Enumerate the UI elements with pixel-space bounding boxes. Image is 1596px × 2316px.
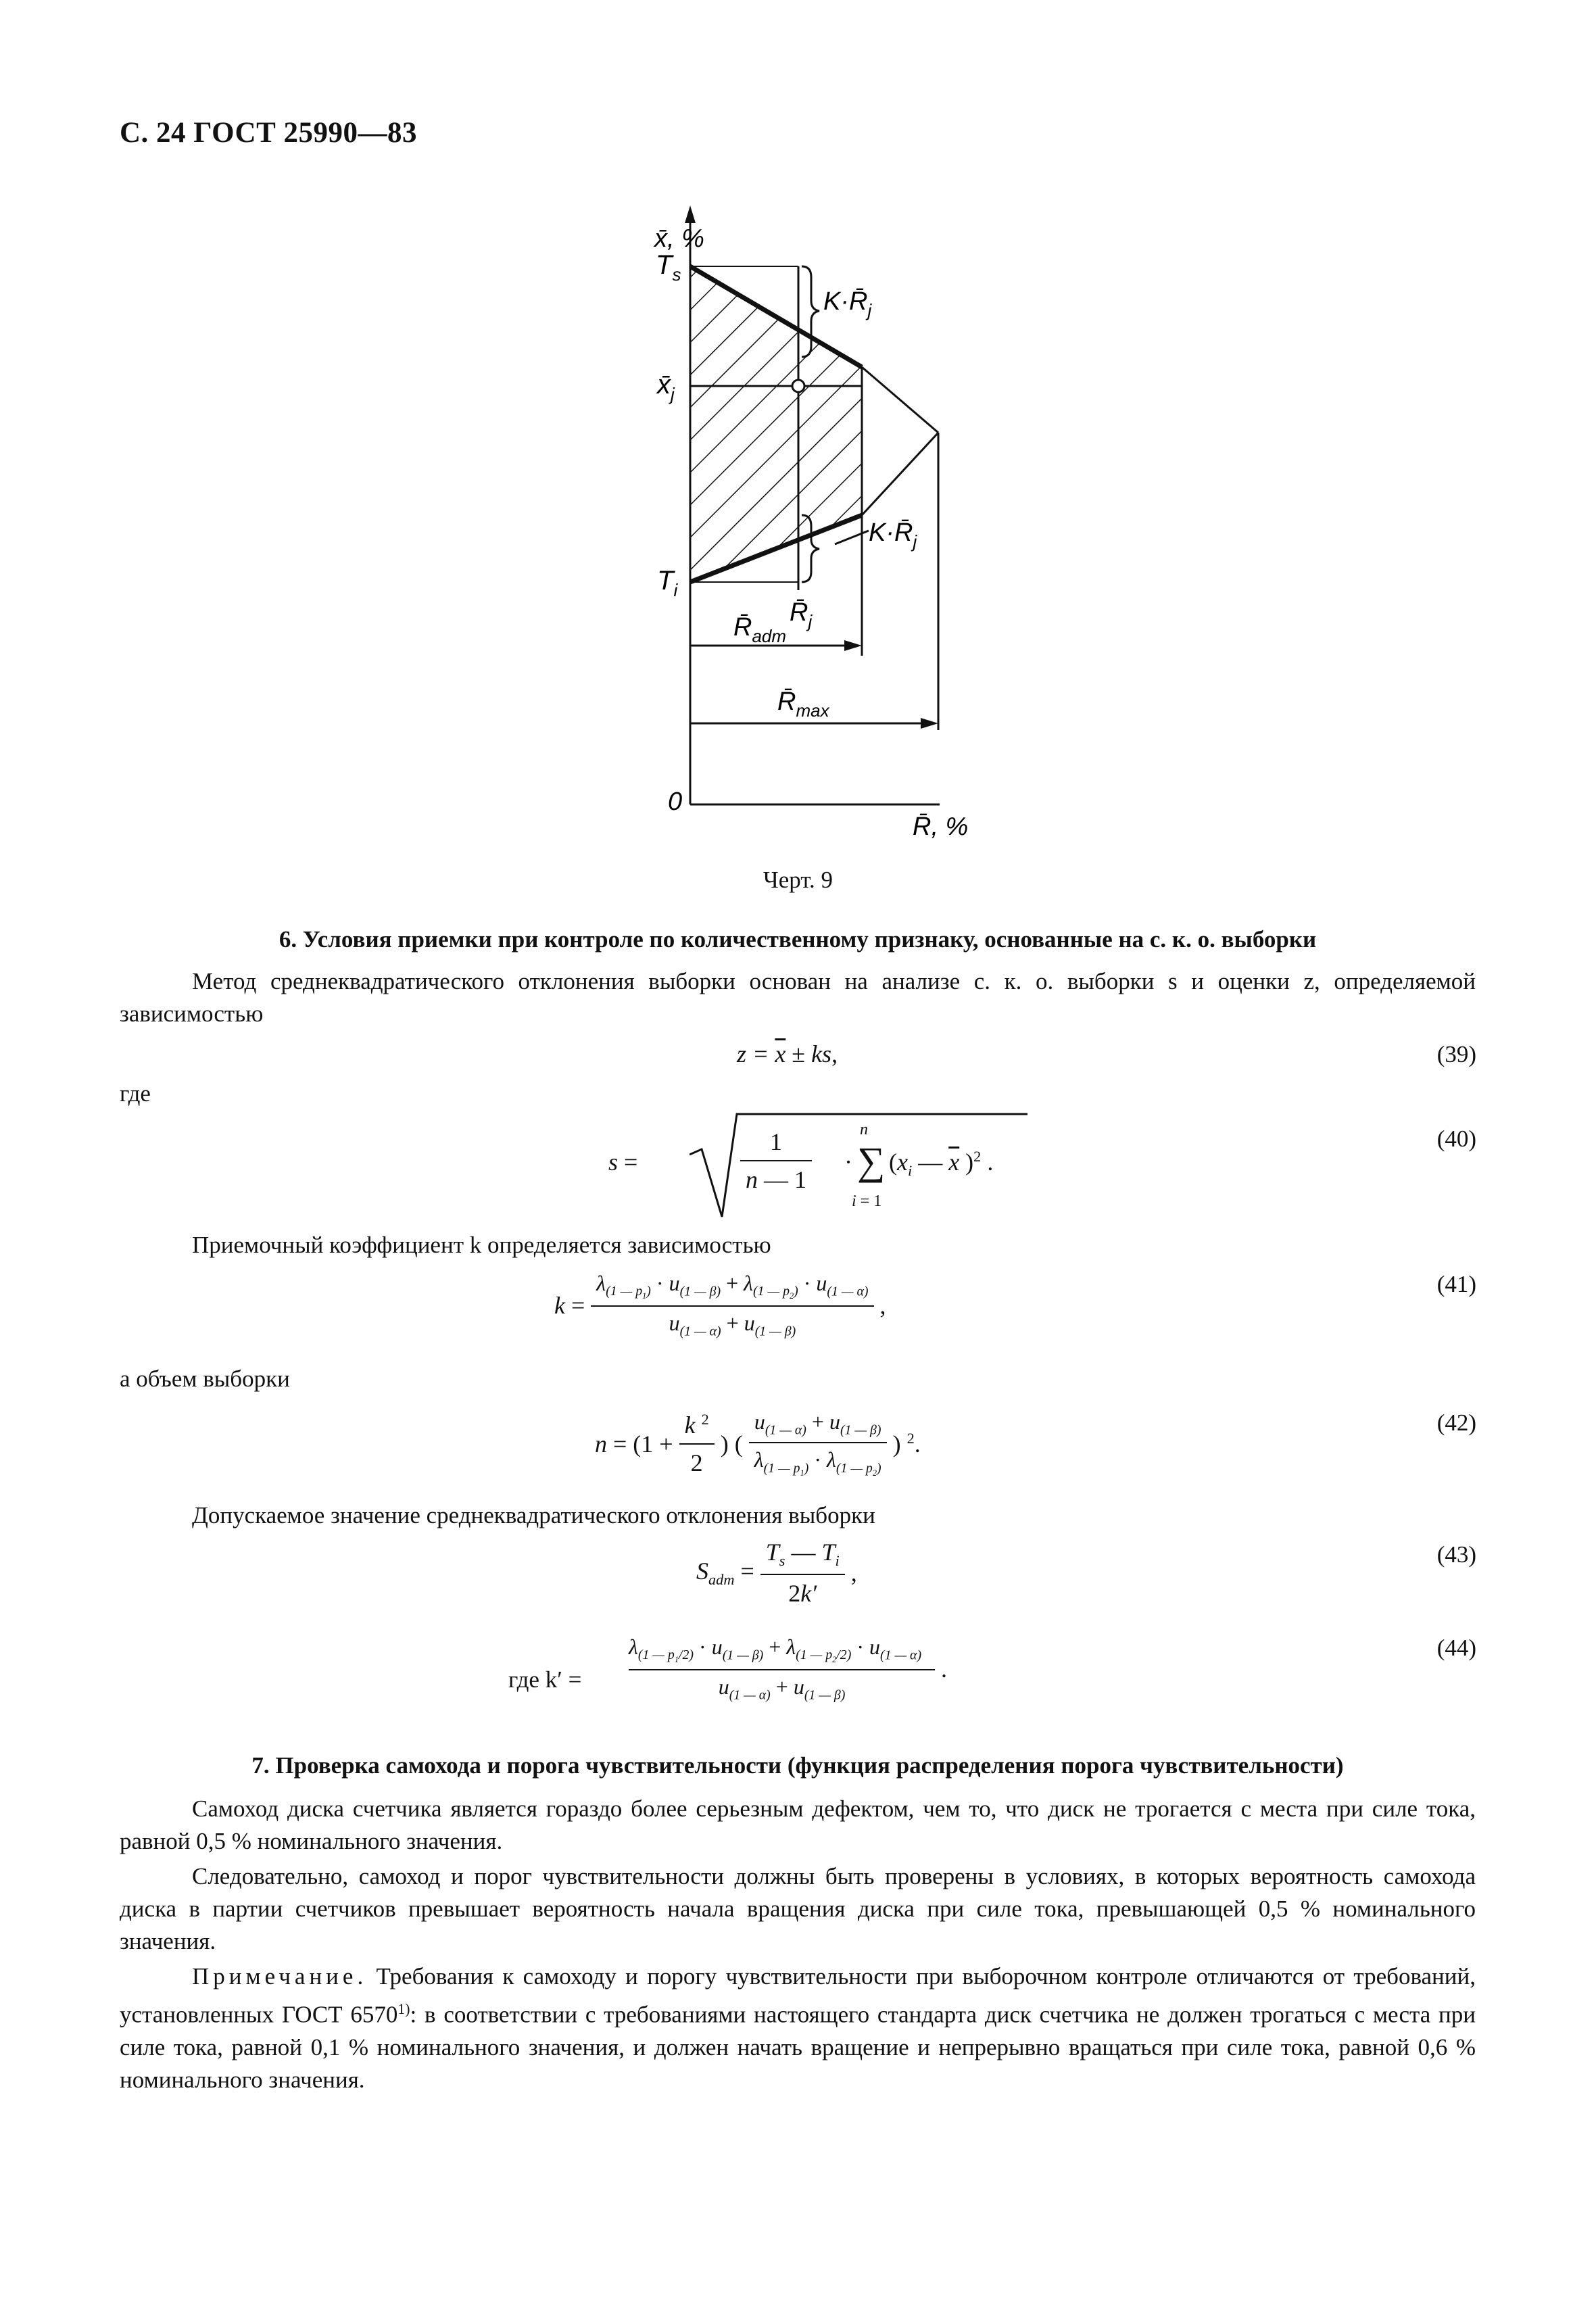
upper-boundary-thin — [862, 367, 938, 433]
section-7-note — [120, 1960, 1476, 2096]
note-text-b: : в соответствии с требованиями настоящего стандарта диск счетчика не должен трогаться с места при силе тока, равной 0,1 % номинального значения, и должен начать вращение и непрерывно вращаться при силе тока, равной 0,6 % номинального значения. — [120, 2001, 1476, 2093]
section-6-paragraph-3: а объем выборки — [120, 1366, 290, 1392]
r-adm-arrow-head — [844, 640, 862, 651]
equation-43: $S_{adm}$ = $\frac{T_s — T_i}{2k'}$ , — [696, 1539, 857, 1608]
ts-label: $T_s$ — [656, 250, 681, 285]
equation-40-number: (40) — [1436, 1126, 1476, 1152]
k-rj-bottom-label: $K\cdot R̄_j$ — [869, 518, 917, 552]
equation-41-number: (41) — [1436, 1271, 1476, 1297]
equation-42: n = (1 + $\frac{k ^2}{2}$ ) ( $\frac{u_{(1 — \alpha)} + u_{(1 — \beta)}}{\lambda_{(1 — p_1)} \cdot \lambda_{(1 — p_2)}}$ ) $^2$. — [595, 1409, 921, 1478]
leader-bottom — [835, 531, 869, 544]
section-6-title: 6. Условия приемки при контроле по количественному признаку, основанные на с. к. о. выборки — [279, 926, 1317, 952]
equation-44: $\frac{\lambda_{(1 — p_1/2)} \cdot u_{(1 — \beta)} + \lambda_{(1 — p_2/2)} \cdot u_{(1 — \alpha)}}{u_{(1 — \alpha)} + u_{(1 — \beta)}}$ . — [629, 1635, 948, 1703]
lower-boundary-thin — [862, 433, 938, 515]
rj-label: $R̄_j$ — [790, 598, 813, 631]
equation-44-number: (44) — [1436, 1635, 1476, 1661]
section-7-paragraph-1: Самоход диска счетчика является гораздо более серьезным дефектом, чем то, что диск не трогается с места при силе тока, равной 0,5 % номинального значения. — [120, 1795, 1476, 1854]
x-axis-label: R̄, % — [913, 813, 969, 841]
ti-label: $T_i$ — [657, 566, 678, 600]
equation-39: $z = \overline{x}$ ± ks, — [737, 1040, 838, 1067]
rmax-label: $R̄_{max}$ — [777, 687, 829, 721]
xj-label: $x̄_j$ — [657, 370, 675, 404]
section-6-paragraph-2: Приемочный коэффициент k определяется зависимостью — [192, 1232, 771, 1258]
note-footnote-mark: 1) — [397, 2001, 410, 2017]
origin-label: 0 — [668, 788, 683, 816]
equation-41: k = $\frac{\lambda_{(1 — p_1)} \cdot u_{(1 — \beta)} + \lambda_{(1 — p_2)} \cdot u_{(1 — \alpha)}}{u_{(1 — \alpha)} + u_{(1 — \beta)}}$ , — [554, 1271, 886, 1339]
equation-42-number: (42) — [1436, 1409, 1476, 1436]
note-text-a: Требования к самоходу и порогу чувствительности при выборочном контроле отличаются от требований, установленных ГОСТ 6570 — [120, 1963, 1476, 2028]
section-6-paragraph-4: Допускаемое значение среднеквадратического отклонения выборки — [192, 1502, 875, 1528]
equation-43-number: (43) — [1436, 1541, 1476, 1568]
where-label-1: где — [120, 1080, 151, 1107]
section-7-title: 7. Проверка самохода и порога чувствительности (функция распределения порога чувствительности) — [251, 1752, 1344, 1779]
y-axis-arrow — [685, 206, 696, 223]
section-7-paragraph-2: Следовательно, самоход и порог чувствительности должны быть проверены в условиях, в которых вероятность самохода диска в партии счетчиков превышает вероятность начала вращения диска при силе тока, превышающей 0,5 % номинального значения. — [120, 1863, 1476, 1954]
page-header: С. 24 ГОСТ 25990—83 — [120, 117, 418, 149]
equation-40: s = $\frac{1}{n — 1}$ · n ∑ i = 1 ($x_i$ — $\overline{x}$ )$^2$ . — [608, 1109, 1041, 1224]
section-6-paragraph-1: Метод среднеквадратического отклонения выборки основан на анализе с. к. о. выборки s и оценки z, определяемой зависимостью — [120, 968, 1476, 1027]
k-rj-top-label: $K\cdot R̄_j$ — [823, 287, 872, 320]
figure-9-diagram — [608, 196, 1041, 852]
equation-39-number: (39) — [1436, 1041, 1476, 1067]
radm-label: $R̄_{adm}$ — [733, 613, 787, 646]
point-xj — [792, 380, 804, 392]
where-k-prime-label: где k′ = — [508, 1666, 582, 1693]
r-max-arrow-head — [921, 718, 938, 729]
note-label: Примечание. — [192, 1963, 368, 1989]
figure-caption: Черт. 9 — [763, 867, 833, 893]
y-axis-label: x̄, % — [654, 224, 704, 253]
